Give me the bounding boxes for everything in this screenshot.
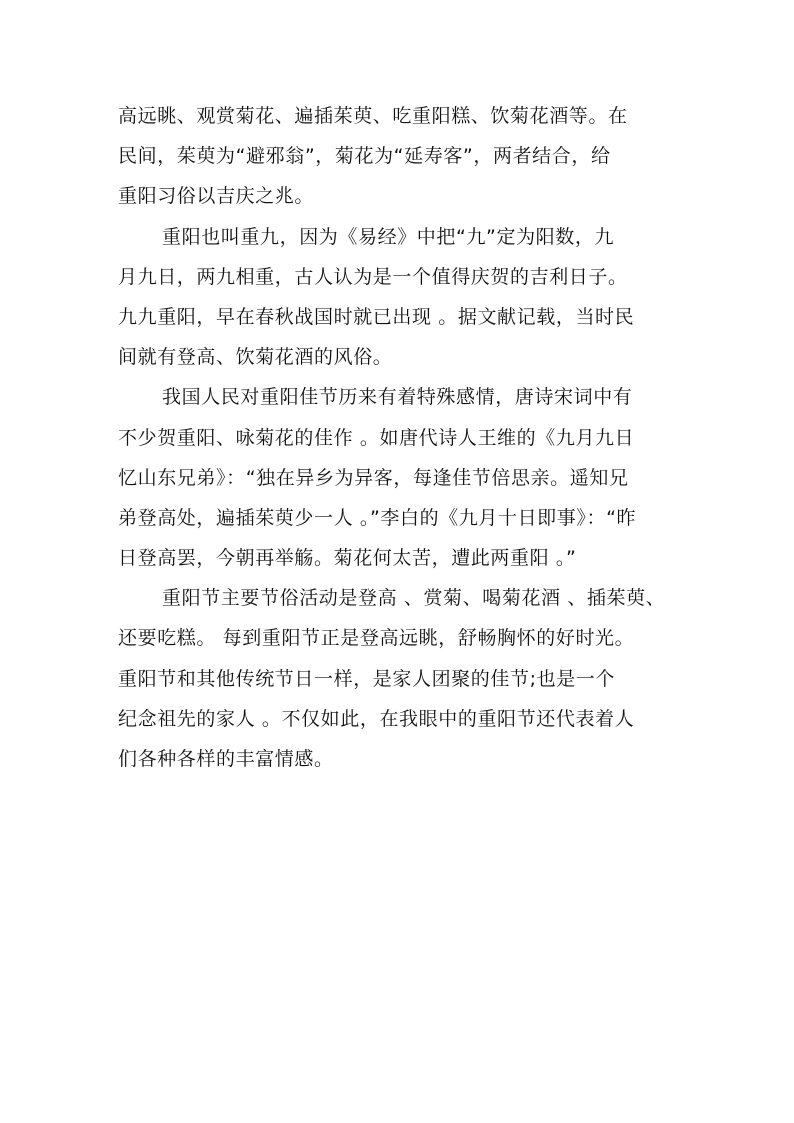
paragraph-1-line-1: 高远眺、观赏菊花、遍插茱萸、吃重阳糕、饮菊花酒等。在 — [118, 105, 628, 127]
paragraph-1-line-2: 民间，茱萸为“避邪翁”，菊花为“延寿客”，两者结合，给 — [118, 145, 611, 168]
paragraph-3-line-4: 弟登高处，遍插茱萸少一人 。”李白的《九月十日即事》：“昨 — [118, 506, 637, 529]
paragraph-4-line-4: 纪念祖先的家人 。不仅如此，在我眼中的重阳节还代表着人 — [118, 707, 635, 730]
paragraph-2-line-4: 间就有登高、饮菊花酒的风俗。 — [118, 346, 393, 369]
paragraph-4-line-3: 重阳节和其他传统节日一样，是家人团聚的佳节;也是一个 — [118, 667, 616, 690]
paragraph-2-line-3: 九九重阳，早在春秋战国时就已出现 。据文献记载，当时民 — [118, 305, 635, 328]
paragraph-2-line-1: 重阳也叫重九，因为《易经》中把“九”定为阳数，九 — [162, 225, 615, 248]
paragraph-3-line-2: 不少贺重阳、咏菊花的佳作 。如唐代诗人王维的《九月九日 — [118, 426, 635, 449]
paragraph-4-line-1: 重阳节主要节俗活动是登高 、赏菊、喝菊花酒 、插茱萸、 — [162, 587, 666, 610]
article-body — [118, 96, 688, 779]
paragraph-1-line-3: 重阳习俗以吉庆之兆。 — [118, 185, 315, 208]
paragraph-2-line-2: 月九日，两九相重，古人认为是一个值得庆贺的吉利日子。 — [118, 265, 628, 288]
paragraph-3-line-3: 忆山东兄弟》：“独在异乡为异客，每逢佳节倍思亲。遥知兄 — [118, 466, 629, 489]
paragraph-3-line-5: 日登高罢，今朝再举觞。菊花何太苦，遭此两重阳 。” — [118, 547, 577, 570]
paragraph-4-line-5: 们各种各样的丰富情感。 — [118, 748, 334, 770]
paragraph-3-line-1: 我国人民对重阳佳节历来有着特殊感情，唐诗宋词中有 — [162, 386, 633, 409]
paragraph-4-line-2: 还要吃糕。 每到重阳节正是登高远眺，舒畅胸怀的好时光。 — [118, 627, 635, 650]
